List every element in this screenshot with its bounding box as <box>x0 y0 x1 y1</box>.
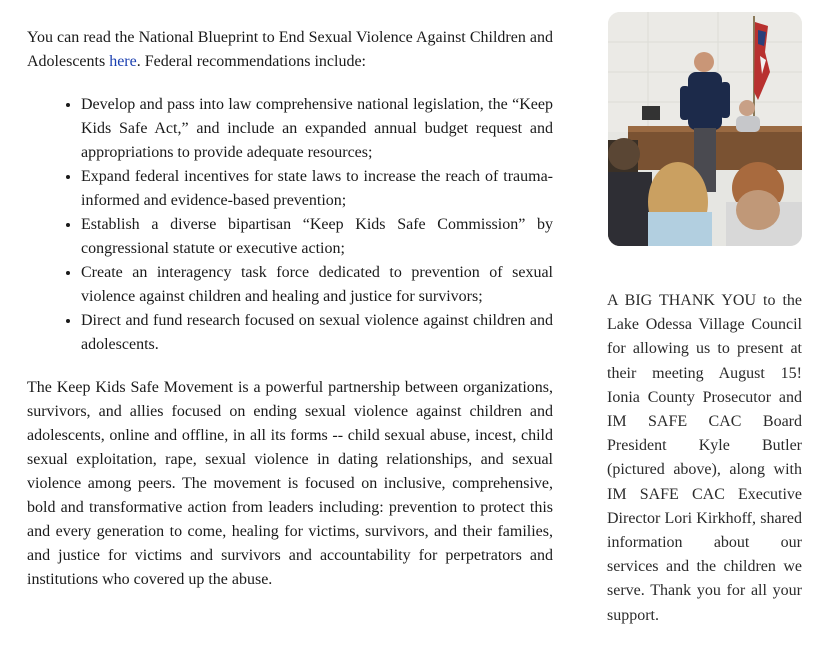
article-body <box>27 26 553 592</box>
intro-text-end: . Federal recommendations include: <box>136 53 366 70</box>
intro-paragraph <box>27 26 553 74</box>
movement-paragraph: The Keep Kids Safe Movement is a powerful partnership between organizations, survivors, and allies focused on ending sexual violence against children and adolescents, online and offline, in all its forms -- child sexual abuse, incest, child sexual exploitation, rape, sexual violence in dating relationships, and sexual violence among peers. The movement is focused on inclusive, comprehensive, bold and transformative action from leaders including: prevention to protect this and every generation to come, healing for victims, survivors, and their families, and justice for victims and survivors and accountability for perpetrators and institutions who covered up the abuse. <box>27 379 553 588</box>
list-item: • Direct and fund research focused on sexual violence against children and adolescents. <box>81 309 553 357</box>
council-meeting-photo <box>608 12 802 246</box>
intro-text: You can read the National Blueprint to End Sexual Violence Against Children and Adolescents <box>27 29 553 70</box>
list-item: • Establish a diverse bipartisan “Keep Kids Safe Commission” by congressional statute or executive action; <box>81 213 553 261</box>
list-item: • Develop and pass into law comprehensive national legislation, the “Keep Kids Safe Act,” and include an expanded annual budget request and appropriations to provide adequate resources; <box>81 93 553 165</box>
photo-caption: A BIG THANK YOU to the Lake Odessa Village Council for allowing us to present at their meeting August 15! Ionia County Prosecutor and IM SAFE CAC Board President Kyle Butler (pictured above), along with IM SAFE CAC Executive Director Lori Kirkhoff, shared information about our services and the children we serve. Thank you for all your support. <box>607 292 802 624</box>
recommendations-list <box>27 93 553 357</box>
blueprint-link[interactable]: here <box>109 53 137 70</box>
list-item: • Expand federal incentives for state laws to increase the reach of trauma-informed and evidence-based prevention; <box>81 165 553 213</box>
list-item: • Create an interagency task force dedicated to prevention of sexual violence against children and healing and justice for survivors; <box>81 261 553 309</box>
